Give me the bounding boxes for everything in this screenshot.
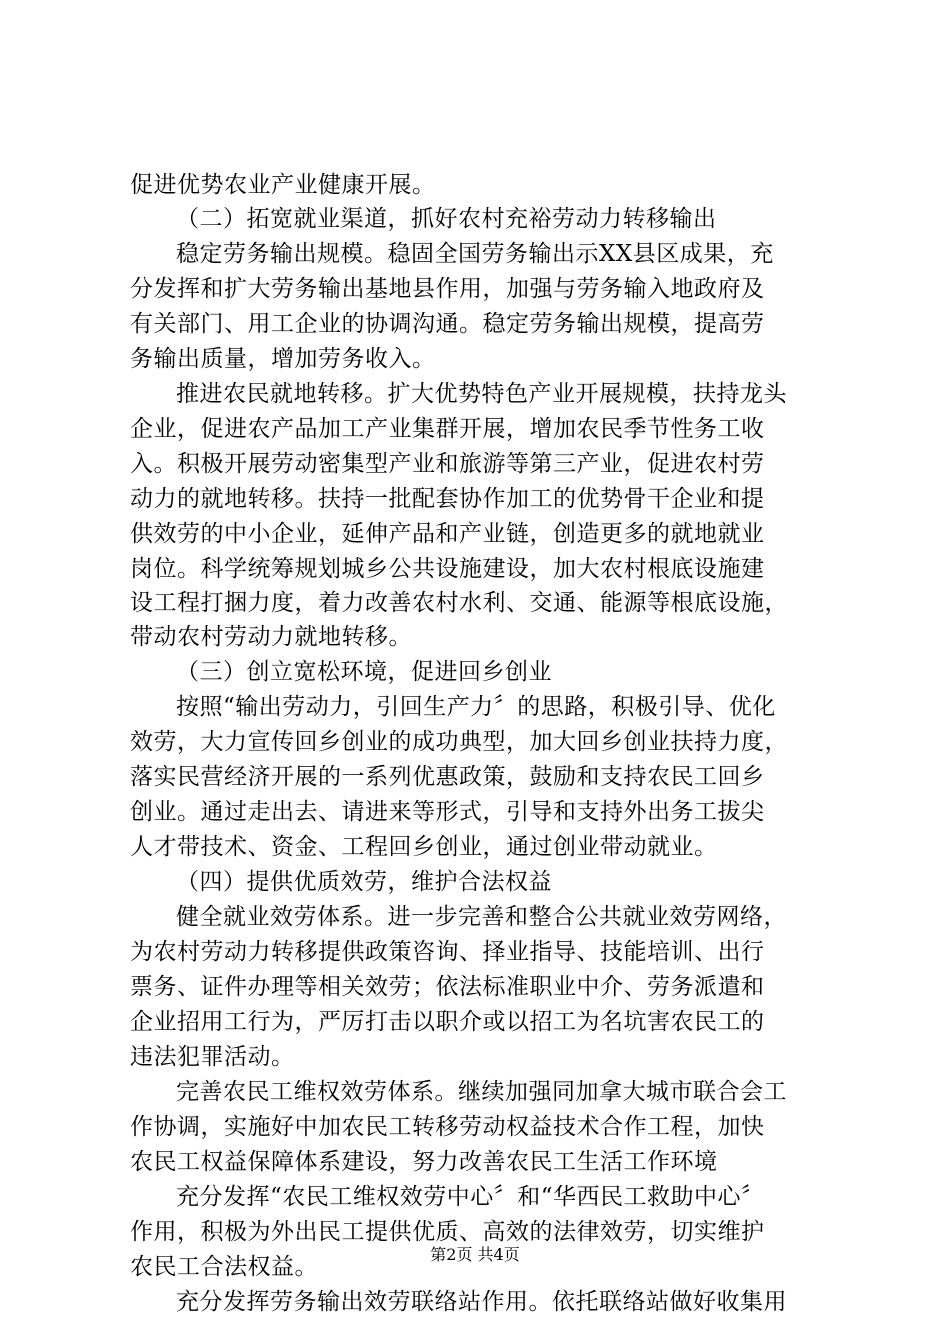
text-line: 人才带技术、资金、工程回乡创业，通过创业带动就业。 [130,834,718,860]
text-line: 农民工权益保障体系建设，努力改善农民工生活工作环境 [130,1149,718,1175]
section-heading: （二）拓宽就业渠道，抓好农村充裕劳动力转移输出 [176,206,717,232]
text-line: 作用，积极为外出民工提供优质、高效的法律效劳，切实维护 [130,1219,765,1245]
text-line: 带动农村劳动力就地转移。 [130,624,412,650]
text-line: 有关部门、用工企业的协调沟通。稳定劳务输出规模，提高劳 [130,311,765,337]
text-line: 岗位。科学统筹规划城乡公共设施建设，加大农村根底设施建 [130,556,765,582]
text-line: 企业招用工行为，严厉打击以职介或以招工为名坑害农民工的 [130,1009,765,1035]
paragraph-first-line: 完善农民工维权效劳体系。继续加强同加拿大城市联合会工 [176,1079,787,1105]
paragraph-first-line: 推进农民就地转移。扩大优势特色产业开展规模，扶持龙头 [176,381,787,407]
paragraph-first-line: 充分发挥“农民工维权效劳中心〞和“华西民工救助中心〞 [176,1184,765,1210]
paragraph-first-line: 稳定劳务输出规模。稳固全国劳务输出示XX县区成果，充 [176,241,774,267]
paragraph-first-line: 按照“输出劳动力，引回生产力〞的思路，积极引导、优化 [176,694,776,720]
text-line: 票务、证件办理等相关效劳；依法标准职业中介、劳务派遣和 [130,974,765,1000]
paragraph-first-line: 充分发挥劳务输出效劳联络站作用。依托联络站做好收集用 [176,1289,787,1315]
section-heading: （四）提供优质效劳，维护合法权益 [176,869,552,895]
text-line: 效劳，大力宣传回乡创业的成功典型，加大回乡创业扶持力度， [130,729,788,755]
text-line: 违法犯罪活动。 [130,1044,295,1070]
text-line: 企业，促进农产品加工产业集群开展，增加农民季节性务工收 [130,416,765,442]
section-heading: （三）创立宽松环境，促进回乡创业 [176,659,552,685]
paragraph-first-line: 健全就业效劳体系。进一步完善和整合公共就业效劳网络， [176,904,787,930]
page-footer: 第2页 共4页 [430,1245,520,1264]
text-line: 设工程打捆力度，着力改善农村水利、交通、能源等根底设施， [130,590,788,616]
text-line: 入。积极开展劳动密集型产业和旅游等第三产业，促进农村劳 [130,451,765,477]
text-line: 供效劳的中小企业，延伸产品和产业链，创造更多的就地就业 [130,521,765,547]
text-line: 创业。通过走出去、请进来等形式，引导和支持外出务工拔尖 [130,799,765,825]
text-line: 分发挥和扩大劳务输出基地县作用，加强与劳务输入地政府及 [130,276,765,302]
text-line: 动力的就地转移。扶持一批配套协作加工的优势骨干企业和提 [130,486,765,512]
text-line: 促进优势农业产业健康开展。 [130,172,436,198]
text-line: 务输出质量，增加劳务收入。 [130,346,436,372]
text-line: 作协调，实施好中加农民工转移劳动权益技术合作工程，加快 [130,1114,765,1140]
text-line: 农民工合法权益。 [130,1254,318,1280]
text-line: 落实民营经济开展的一系列优惠政策，鼓励和支持农民工回乡 [130,764,765,790]
text-line: 为农村劳动力转移提供政策咨询、择业指导、技能培训、出行 [130,939,765,965]
